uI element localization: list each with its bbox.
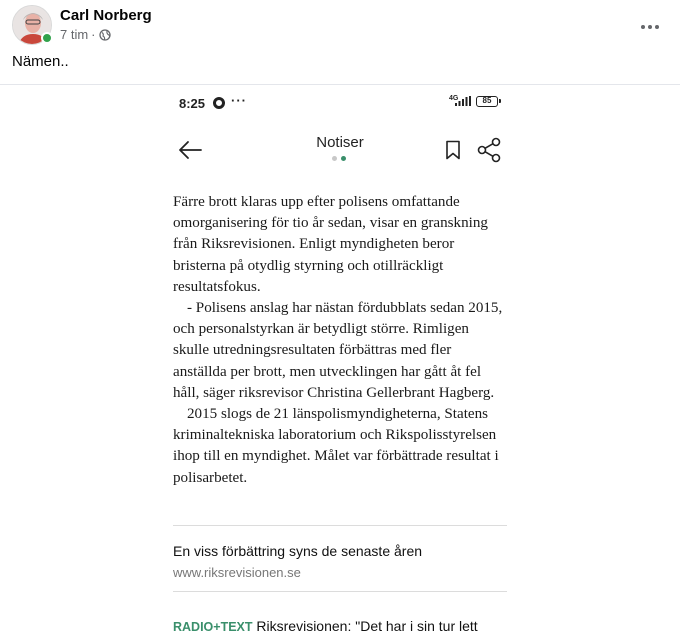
attached-screenshot[interactable] xyxy=(163,85,517,633)
author-name[interactable]: Carl Norberg xyxy=(60,7,152,24)
online-status-dot xyxy=(41,32,53,44)
section-divider xyxy=(173,525,507,526)
more-icon-dot xyxy=(655,25,659,29)
bookmark-icon[interactable] xyxy=(445,140,461,160)
article-paragraph: Färre brott klaras upp efter polisens omfattande omorganisering för tio år sedan, visar en granskning från Riksrevisionen. Enligt myndigheten beror bristerna på otydlig styrning och otillräckligt resultatsfokus. xyxy=(173,194,488,295)
related-link-url[interactable]: www.riksrevisionen.se xyxy=(173,565,301,580)
page-dot-active xyxy=(341,156,346,161)
post-header xyxy=(12,5,668,47)
more-icon-dot xyxy=(648,25,652,29)
more-icon xyxy=(641,25,645,29)
avatar[interactable] xyxy=(12,5,52,45)
article-paragraph: - Polisens anslag har nästan fördubblats sedan 2015, och personalstyrkan är betydligt större. Rimligen skulle utredningsresultaten förbättras med fler anställda per brott, men utvecklingen har gått åt fel håll, säger riksrevisor Christina Gellerbrant Hagberg. xyxy=(173,300,503,401)
page-dot-inactive xyxy=(332,156,337,161)
screen-title: Notiser xyxy=(316,134,364,151)
status-dots: ··· xyxy=(231,93,247,108)
more-options-button[interactable] xyxy=(634,11,666,43)
battery-indicator: 85 xyxy=(476,96,498,107)
related-link-title[interactable]: En viss förbättring syns de senaste åren xyxy=(173,543,423,559)
notification-icon xyxy=(213,97,225,109)
meta-separator: · xyxy=(91,27,96,42)
signal-icon xyxy=(455,96,471,106)
post-time[interactable]: 7 tim xyxy=(60,27,89,42)
status-time: 8:25 xyxy=(179,96,206,111)
article-body xyxy=(173,192,508,489)
post-text: Nämen.. xyxy=(12,53,69,70)
globe-icon[interactable] xyxy=(99,29,111,41)
radio-text-tag: RADIO+TEXT xyxy=(173,620,253,633)
page-indicator xyxy=(332,156,346,161)
next-article-teaser[interactable] xyxy=(173,618,478,633)
section-divider xyxy=(173,591,507,592)
post-meta xyxy=(60,27,111,42)
article-paragraph: 2015 slogs de 21 länspolismyndigheterna, Statens kriminaltekniska laboratorium och Rikspolisstyrelsen ihop till en myndighet. Målet var förbättrade resultat i polisarbetet. xyxy=(173,406,499,486)
next-article-headline: Riksrevisionen: "Det har i sin tur lett xyxy=(252,618,478,633)
network-type: 4G xyxy=(449,95,459,102)
share-icon[interactable] xyxy=(476,137,502,163)
